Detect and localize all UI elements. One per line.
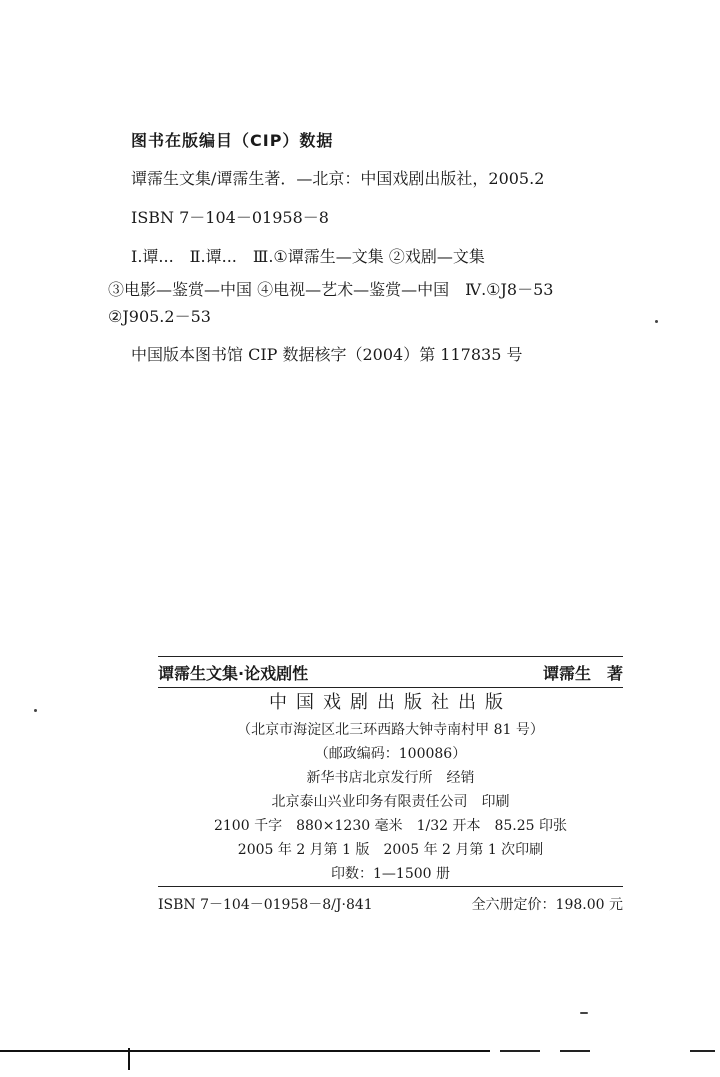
price: 全六册定价：198.00 元 xyxy=(471,897,623,913)
author: 谭霈生 著 xyxy=(542,663,623,683)
page-edge-tick xyxy=(128,1048,130,1070)
scan-speck xyxy=(34,709,37,712)
scan-speck xyxy=(655,320,658,323)
print-run: 印数：1—1500 册 xyxy=(331,866,450,882)
imprint-header xyxy=(158,657,623,687)
cip-subjects-line-2: ③电影—鉴赏—中国 ④电视—艺术—鉴赏—中国 Ⅳ.①J8－53 xyxy=(108,280,554,299)
scan-speck xyxy=(580,1012,588,1014)
cip-subjects-line-1: Ⅰ.谭... Ⅱ.谭... Ⅲ.①谭霈生—文集 ②戏剧—文集 xyxy=(131,247,485,266)
cip-heading: 图书在版编目（CIP）数据 xyxy=(131,131,334,150)
page-bottom-rule xyxy=(0,1050,490,1052)
page-bottom-dash xyxy=(500,1050,540,1052)
format-specs: 2100 千字 880×1230 毫米 1/32 开本 85.25 印张 xyxy=(213,818,568,834)
printer: 北京泰山兴业印务有限责任公司 印刷 xyxy=(271,794,510,810)
postcode: （邮政编码：100086） xyxy=(314,746,467,762)
isbn-full: ISBN 7－104－01958－8/J·841 xyxy=(158,897,373,913)
publisher: 中国戏剧出版社出版 xyxy=(269,692,512,713)
imprint-body xyxy=(158,688,623,886)
cip-record-number: 中国版本图书馆 CIP 数据核字（2004）第 117835 号 xyxy=(131,345,523,364)
cip-subjects-line-3: ②J905.2－53 xyxy=(108,307,211,326)
edition-info: 2005 年 2 月第 1 版 2005 年 2 月第 1 次印刷 xyxy=(237,842,544,858)
cip-isbn: ISBN 7－104－01958－8 xyxy=(131,208,329,227)
page-bottom-dash xyxy=(560,1050,590,1052)
imprint-footer xyxy=(158,887,623,921)
book-title: 谭霈生文集·论戏剧性 xyxy=(158,663,309,683)
page-bottom-dash xyxy=(690,1050,715,1052)
distributor: 新华书店北京发行所 经销 xyxy=(306,770,475,786)
publisher-address: （北京市海淀区北三环西路大钟寺南村甲 81 号） xyxy=(237,722,544,738)
imprint-box xyxy=(158,656,623,921)
cip-bibliographic-line: 谭霈生文集/谭霈生著．—北京：中国戏剧出版社，2005.2 xyxy=(131,169,545,188)
